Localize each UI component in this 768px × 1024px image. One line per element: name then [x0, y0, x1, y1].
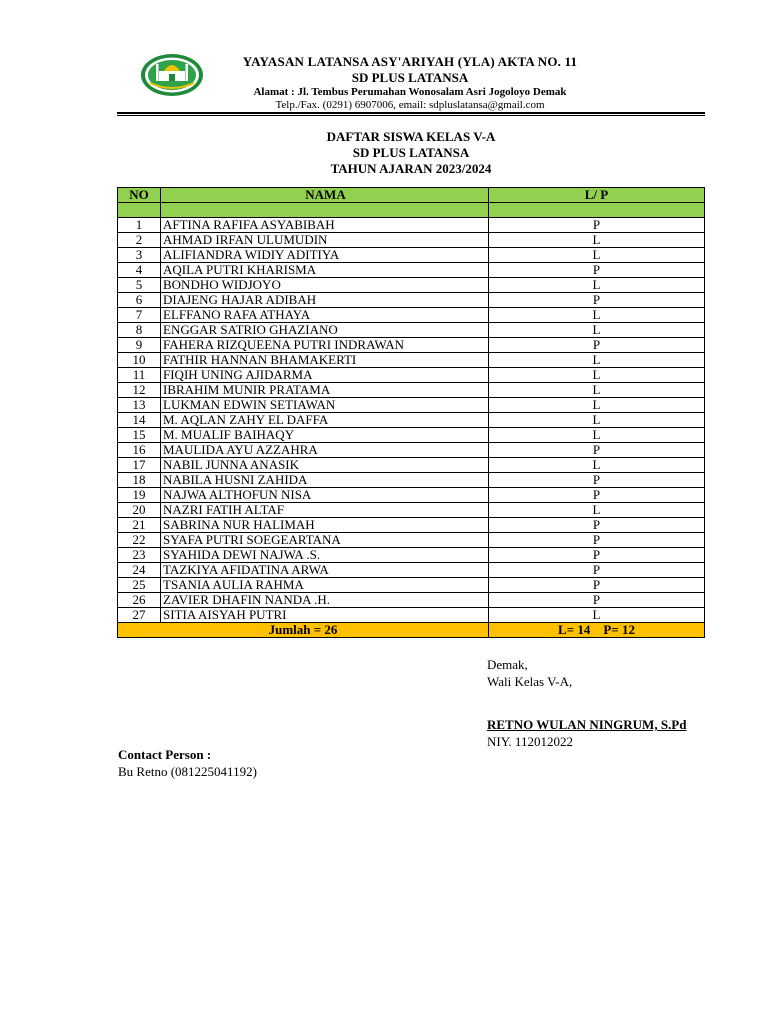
row-no: 27	[118, 608, 161, 623]
signature-niy: NIY. 112012022	[487, 734, 573, 749]
row-name: ALIFIANDRA WIDIY ADITIYA	[161, 248, 489, 263]
row-name: NAZRI FATIH ALTAF	[161, 503, 489, 518]
row-gender: P	[489, 488, 705, 503]
table-row	[118, 413, 705, 428]
table-row	[118, 293, 705, 308]
signature-place: Demak,	[487, 657, 528, 672]
table-row	[118, 518, 705, 533]
row-no: 21	[118, 518, 161, 533]
row-gender: P	[489, 293, 705, 308]
row-gender: L	[489, 428, 705, 443]
row-gender: L	[489, 398, 705, 413]
row-no: 17	[118, 458, 161, 473]
row-gender: P	[489, 533, 705, 548]
row-name: SYAFA PUTRI SOEGEARTANA	[161, 533, 489, 548]
table-row	[118, 533, 705, 548]
row-gender: P	[489, 518, 705, 533]
row-gender: L	[489, 503, 705, 518]
row-no: 10	[118, 353, 161, 368]
row-gender: L	[489, 323, 705, 338]
table-row	[118, 323, 705, 338]
table-row	[118, 428, 705, 443]
table-row	[118, 263, 705, 278]
row-name: TAZKIYA AFIDATINA ARWA	[161, 563, 489, 578]
table-header-spacer	[118, 203, 705, 218]
contact-person-value: Bu Retno (081225041192)	[118, 764, 257, 779]
total-gender: L= 14 P= 12	[489, 623, 705, 638]
table-row	[118, 398, 705, 413]
row-name: NAJWA ALTHOFUN NISA	[161, 488, 489, 503]
row-no: 25	[118, 578, 161, 593]
table-row	[118, 248, 705, 263]
row-no: 23	[118, 548, 161, 563]
table-row	[118, 608, 705, 623]
row-name: FATHIR HANNAN BHAMAKERTI	[161, 353, 489, 368]
row-name: MAULIDA AYU AZZAHRA	[161, 443, 489, 458]
row-name: NABIL JUNNA ANASIK	[161, 458, 489, 473]
row-no: 2	[118, 233, 161, 248]
row-no: 18	[118, 473, 161, 488]
row-no: 8	[118, 323, 161, 338]
row-name: FIQIH UNING AJIDARMA	[161, 368, 489, 383]
row-gender: L	[489, 248, 705, 263]
school-logo	[140, 53, 204, 97]
row-no: 3	[118, 248, 161, 263]
row-gender: L	[489, 308, 705, 323]
table-row	[118, 278, 705, 293]
row-no: 9	[118, 338, 161, 353]
school-contact: Telp./Fax. (0291) 6907006, email: sdpluslatansa@gmail.com	[275, 99, 545, 111]
row-gender: L	[489, 233, 705, 248]
table-row	[118, 548, 705, 563]
row-name: ELFFANO RAFA ATHAYA	[161, 308, 489, 323]
signature-name: RETNO WULAN NINGRUM, S.Pd	[487, 717, 687, 732]
row-name: SYAHIDA DEWI NAJWA .S.	[161, 548, 489, 563]
row-gender: P	[489, 563, 705, 578]
row-no: 7	[118, 308, 161, 323]
row-gender: P	[489, 593, 705, 608]
table-row	[118, 563, 705, 578]
row-gender: L	[489, 413, 705, 428]
row-no: 13	[118, 398, 161, 413]
header-gender: L/ P	[489, 188, 705, 203]
row-gender: P	[489, 443, 705, 458]
row-name: NABILA HUSNI ZAHIDA	[161, 473, 489, 488]
document-title: DAFTAR SISWA KELAS V-A	[326, 129, 496, 144]
table-total-row	[118, 623, 705, 638]
row-name: M. MUALIF BAIHAQY	[161, 428, 489, 443]
row-name: ZAVIER DHAFIN NANDA .H.	[161, 593, 489, 608]
row-name: IBRAHIM MUNIR PRATAMA	[161, 383, 489, 398]
row-no: 26	[118, 593, 161, 608]
row-gender: L	[489, 458, 705, 473]
school-address: Alamat : Jl. Tembus Perumahan Wonosalam Asri Jogoloyo Demak	[253, 86, 567, 98]
row-name: DIAJENG HAJAR ADIBAH	[161, 293, 489, 308]
table-row	[118, 443, 705, 458]
contact-person-label: Contact Person :	[118, 747, 212, 762]
header-no: NO	[118, 188, 161, 203]
table-row	[118, 218, 705, 233]
row-name: FAHERA RIZQUEENA PUTRI INDRAWAN	[161, 338, 489, 353]
student-table	[117, 187, 705, 638]
row-gender: P	[489, 338, 705, 353]
spacer-cell	[118, 203, 161, 218]
row-name: SABRINA NUR HALIMAH	[161, 518, 489, 533]
row-no: 20	[118, 503, 161, 518]
header-divider-thin	[117, 115, 705, 116]
table-row	[118, 338, 705, 353]
row-name: LUKMAN EDWIN SETIAWAN	[161, 398, 489, 413]
row-name: AFTINA RAFIFA ASYABIBAH	[161, 218, 489, 233]
row-no: 16	[118, 443, 161, 458]
row-no: 12	[118, 383, 161, 398]
row-no: 19	[118, 488, 161, 503]
table-row	[118, 578, 705, 593]
table-row	[118, 368, 705, 383]
row-name: SITIA AISYAH PUTRI	[161, 608, 489, 623]
row-gender: P	[489, 578, 705, 593]
row-gender: L	[489, 353, 705, 368]
spacer-cell	[161, 203, 489, 218]
signature-role: Wali Kelas V-A,	[487, 674, 573, 689]
row-gender: P	[489, 548, 705, 563]
row-no: 4	[118, 263, 161, 278]
row-no: 1	[118, 218, 161, 233]
document-subtitle-school: SD PLUS LATANSA	[352, 145, 470, 160]
row-gender: L	[489, 278, 705, 293]
row-no: 5	[118, 278, 161, 293]
table-row	[118, 383, 705, 398]
row-name: AHMAD IRFAN ULUMUDIN	[161, 233, 489, 248]
row-no: 22	[118, 533, 161, 548]
row-gender: L	[489, 383, 705, 398]
row-name: AQILA PUTRI KHARISMA	[161, 263, 489, 278]
header-divider	[117, 112, 705, 114]
school-name: SD PLUS LATANSA	[351, 70, 469, 85]
row-no: 14	[118, 413, 161, 428]
row-no: 11	[118, 368, 161, 383]
table-row	[118, 488, 705, 503]
table-row	[118, 233, 705, 248]
table-row	[118, 473, 705, 488]
row-gender: P	[489, 473, 705, 488]
row-gender: P	[489, 263, 705, 278]
row-name: ENGGAR SATRIO GHAZIANO	[161, 323, 489, 338]
table-row	[118, 458, 705, 473]
spacer-cell	[489, 203, 705, 218]
table-row	[118, 503, 705, 518]
row-name: BONDHO WIDJOYO	[161, 278, 489, 293]
row-name: TSANIA AULIA RAHMA	[161, 578, 489, 593]
table-body	[118, 218, 705, 638]
row-no: 6	[118, 293, 161, 308]
row-no: 15	[118, 428, 161, 443]
row-no: 24	[118, 563, 161, 578]
table-header-row	[118, 188, 705, 203]
table-row	[118, 353, 705, 368]
header-name: NAMA	[161, 188, 489, 203]
document-subtitle-year: TAHUN AJARAN 2023/2024	[330, 161, 492, 176]
organization-name: YAYASAN LATANSA ASY'ARIYAH (YLA) AKTA NO. 11	[242, 54, 578, 69]
total-count: Jumlah = 26	[118, 623, 489, 638]
row-name: M. AQLAN ZAHY EL DAFFA	[161, 413, 489, 428]
row-gender: P	[489, 218, 705, 233]
row-gender: L	[489, 608, 705, 623]
table-row	[118, 593, 705, 608]
row-gender: L	[489, 368, 705, 383]
table-row	[118, 308, 705, 323]
